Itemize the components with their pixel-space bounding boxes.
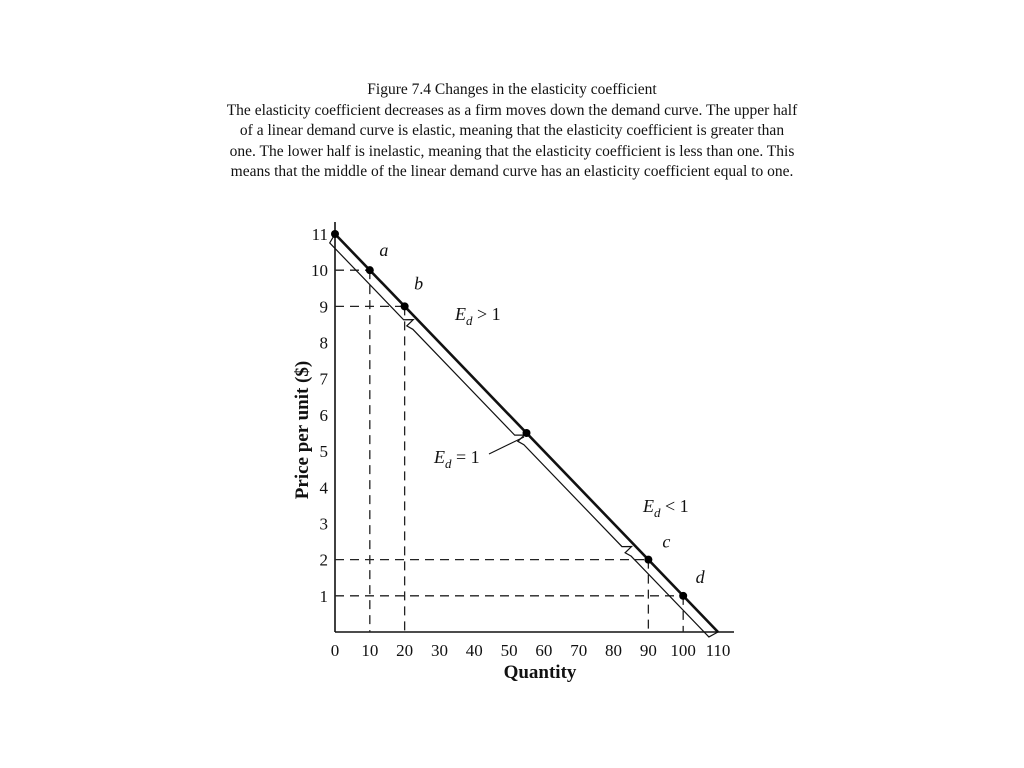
point-label-c: c xyxy=(662,531,671,552)
x-tick-label: 30 xyxy=(430,641,448,660)
unitary-annotation: $E_d = 1$ xyxy=(434,447,480,471)
x-tick-label: 10 xyxy=(361,641,379,660)
x-tick-label: 100 xyxy=(670,641,696,660)
x-tick-label: 60 xyxy=(535,641,553,660)
y-axis-title: Price per unit ($) xyxy=(292,360,313,500)
x-tick-label: 70 xyxy=(570,641,588,660)
point-d-marker xyxy=(679,592,687,600)
x-tick-label: 20 xyxy=(396,641,414,660)
elastic-annotation: $E_d > 1$ xyxy=(455,304,501,328)
caption-line: of a linear demand curve is elastic, meaning that the elasticity coefficient is greater than xyxy=(239,122,785,139)
y-tick-label: 6 xyxy=(319,405,328,425)
y-tick-label: 11 xyxy=(311,225,328,244)
x-tick-label: 90 xyxy=(639,641,657,660)
y-tick-label: 1 xyxy=(319,586,328,606)
y-tick-label: 8 xyxy=(319,333,328,353)
point-b-marker xyxy=(401,302,409,310)
caption-line: means that the middle of the linear demand curve has an elasticity coefficient equal to one. xyxy=(230,163,794,180)
x-tick-label: 50 xyxy=(500,641,518,660)
y-tick-label: 4 xyxy=(319,478,328,498)
curve-point-marker xyxy=(523,429,531,437)
unitary-pointer-line xyxy=(489,437,524,454)
y-tick-label: 3 xyxy=(319,514,328,534)
point-c-marker xyxy=(644,556,652,564)
x-axis-title: Quantity xyxy=(503,662,577,683)
y-tick-label: 5 xyxy=(319,442,328,462)
caption-line: The elasticity coefficient decreases as a firm moves down the demand curve. The upper half xyxy=(226,101,798,119)
y-tick-label: 9 xyxy=(319,297,328,317)
x-tick-label: 40 xyxy=(465,641,483,660)
x-tick-label: 110 xyxy=(705,641,731,660)
point-label-d: d xyxy=(695,566,705,587)
x-tick-label: 80 xyxy=(605,641,623,660)
axes xyxy=(335,222,734,632)
dashed-guides xyxy=(335,270,683,632)
y-tick-label: 10 xyxy=(311,261,328,281)
x-tick-label: 0 xyxy=(330,641,340,660)
inelastic-annotation: $E_d < 1$ xyxy=(643,496,689,520)
point-label-b: b xyxy=(414,273,424,294)
point-a-marker xyxy=(366,266,374,274)
y-tick-label: 7 xyxy=(319,369,328,389)
curve-point-marker xyxy=(331,230,339,238)
caption-line: one. The lower half is inelastic, meaning that the elasticity coefficient is less than one. This xyxy=(229,142,795,160)
point-label-a: a xyxy=(379,240,389,261)
caption-title: Figure 7.4 Changes in the elasticity coefficient xyxy=(367,81,657,98)
y-tick-label: 2 xyxy=(319,550,328,570)
